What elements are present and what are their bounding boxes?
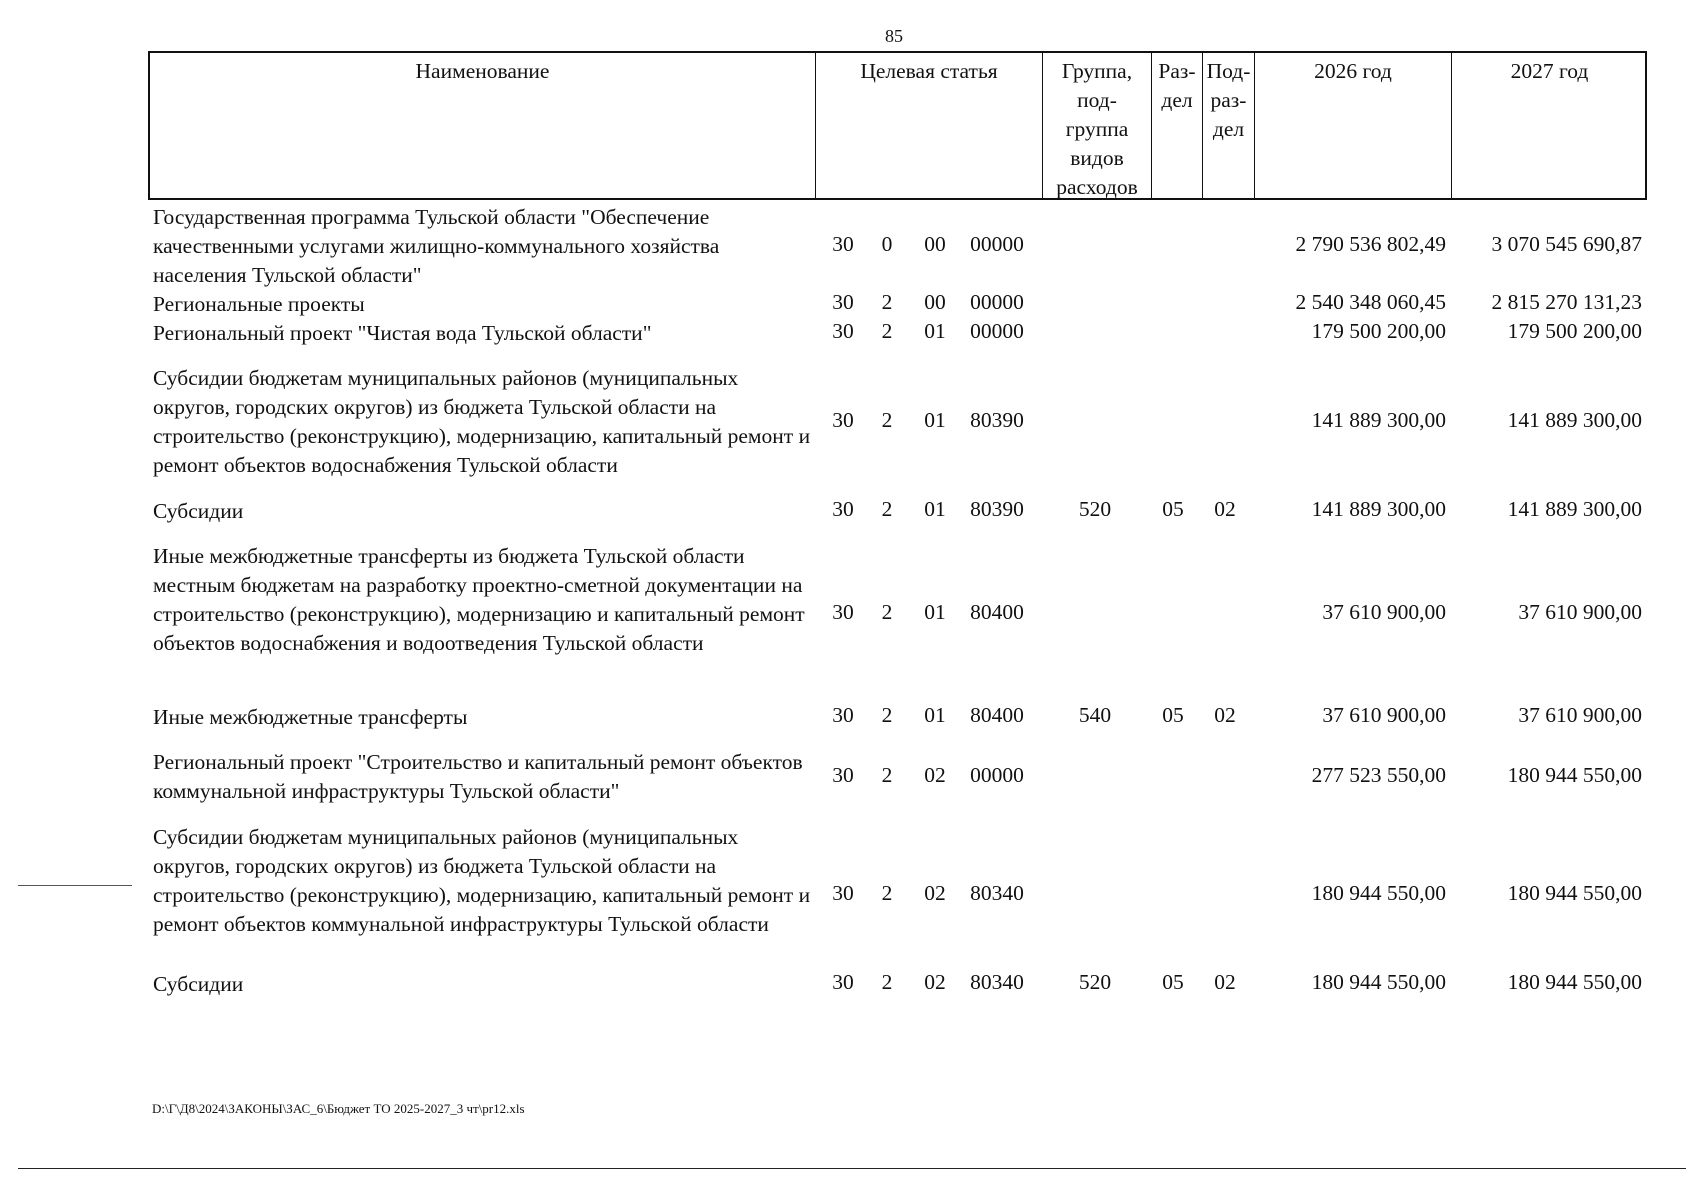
code-direction: 80400 [970, 600, 1024, 624]
table-header [148, 51, 1647, 200]
code-program: 30 [832, 970, 854, 994]
amount-2027: 37 610 900,00 [1518, 600, 1642, 624]
header-target-article: Целевая статья [860, 59, 998, 83]
code-program: 30 [832, 600, 854, 624]
row-name: Субсидии [153, 499, 244, 523]
bottom-rule [18, 1168, 1686, 1169]
amount-2026: 37 610 900,00 [1322, 703, 1446, 727]
code-program: 30 [832, 319, 854, 343]
amount-2026: 179 500 200,00 [1311, 319, 1446, 343]
code-main-event: 01 [924, 408, 946, 432]
amount-2026: 2 540 348 060,45 [1295, 290, 1446, 314]
code-main-event: 02 [924, 763, 946, 787]
code-direction: 80390 [970, 408, 1024, 432]
amount-2027: 37 610 900,00 [1518, 703, 1642, 727]
amount-2027: 179 500 200,00 [1507, 319, 1642, 343]
code-main-event: 01 [924, 600, 946, 624]
amount-2027: 2 815 270 131,23 [1491, 290, 1642, 314]
code-main-event: 02 [924, 970, 946, 994]
row-name: Иные межбюджетные трансферты из бюджета Тульской области местным бюджетам на разработку проектно-сметной документации на строительство (реконструкцию), модернизацию и капитальный ремонт объектов водоснабжения и водоотведения Тульской области [153, 544, 805, 655]
code-type: 2 [881, 290, 893, 314]
code-program: 30 [832, 408, 854, 432]
code-program: 30 [832, 881, 854, 905]
section: 05 [1162, 970, 1184, 994]
code-direction: 00000 [970, 319, 1024, 343]
amount-2026: 141 889 300,00 [1311, 408, 1446, 432]
code-program: 30 [832, 763, 854, 787]
expense-group: 520 [1078, 497, 1112, 521]
header-name: Наименование [415, 59, 550, 83]
code-main-event: 00 [924, 232, 946, 256]
code-direction: 00000 [970, 763, 1024, 787]
code-direction: 80390 [970, 497, 1024, 521]
code-main-event: 01 [924, 319, 946, 343]
code-program: 30 [832, 232, 854, 256]
footer-file-path: D:\Г\Д8\2024\ЗАКОНЫ\ЗАС_6\Бюджет ТО 2025-2027_3 чт\pr12.xls [152, 1101, 525, 1116]
header-group: Группа, под- группа видов расходов [1056, 59, 1138, 199]
code-type: 2 [881, 763, 893, 787]
code-main-event: 01 [924, 703, 946, 727]
page-number: 85 [885, 26, 903, 46]
header-year-2026: 2026 год [1314, 59, 1392, 83]
code-main-event: 01 [924, 497, 946, 521]
code-main-event: 02 [924, 881, 946, 905]
code-type: 2 [881, 970, 893, 994]
code-type: 2 [881, 600, 893, 624]
amount-2026: 277 523 550,00 [1311, 763, 1446, 787]
subsection: 02 [1214, 497, 1236, 521]
row-name: Региональные проекты [153, 292, 365, 316]
amount-2026: 180 944 550,00 [1311, 970, 1446, 994]
amount-2026: 37 610 900,00 [1322, 600, 1446, 624]
subsection: 02 [1214, 970, 1236, 994]
code-direction: 80400 [970, 703, 1024, 727]
header-year-2027: 2027 год [1510, 59, 1589, 83]
code-main-event: 00 [924, 290, 946, 314]
code-type: 2 [881, 319, 893, 343]
amount-2027: 141 889 300,00 [1507, 408, 1642, 432]
expense-group: 540 [1078, 703, 1112, 727]
amount-2026: 180 944 550,00 [1311, 881, 1446, 905]
amount-2027: 180 944 550,00 [1507, 763, 1642, 787]
code-type: 2 [881, 497, 893, 521]
amount-2026: 2 790 536 802,49 [1295, 232, 1446, 256]
expense-group: 520 [1078, 970, 1112, 994]
row-name: Субсидии бюджетам муниципальных районов (муниципальных округов, городских округов) из бюджета Тульской области на строительство (реконструкцию), модернизацию, капитальный ремонт и ремонт объектов водоснабжения Тульской области [153, 366, 811, 477]
code-type: 2 [881, 703, 893, 727]
row-name: Региональный проект "Строительство и капитальный ремонт объектов коммунальной инфраструктуры Тульской области" [153, 750, 803, 803]
code-direction: 00000 [970, 232, 1024, 256]
code-direction: 80340 [970, 970, 1024, 994]
section: 05 [1162, 497, 1184, 521]
row-name: Субсидии бюджетам муниципальных районов (муниципальных округов, городских округов) из бюджета Тульской области на строительство (реконструкцию), модернизацию, капитальный ремонт и ремонт объектов коммунальной инфраструктуры Тульской области [153, 825, 811, 936]
code-program: 30 [832, 290, 854, 314]
code-direction: 80340 [970, 881, 1024, 905]
code-program: 30 [832, 703, 854, 727]
row-name: Государственная программа Тульской области "Обеспечение качественными услугами жилищно-коммунального хозяйства населения Тульской области" [153, 205, 720, 287]
code-type: 2 [881, 408, 893, 432]
scan-mark [18, 885, 132, 886]
row-name: Иные межбюджетные трансферты [153, 705, 468, 729]
amount-2027: 180 944 550,00 [1507, 970, 1642, 994]
header-section: Раз- дел [1158, 59, 1196, 112]
code-direction: 00000 [970, 290, 1024, 314]
amount-2027: 3 070 545 690,87 [1491, 232, 1642, 256]
row-name: Региональный проект "Чистая вода Тульской области" [153, 321, 652, 345]
amount-2026: 141 889 300,00 [1311, 497, 1446, 521]
section: 05 [1162, 703, 1184, 727]
code-type: 0 [881, 232, 893, 256]
row-name: Субсидии [153, 972, 244, 996]
header-subsection: Под- раз- дел [1206, 59, 1251, 141]
amount-2027: 180 944 550,00 [1507, 881, 1642, 905]
subsection: 02 [1214, 703, 1236, 727]
code-type: 2 [881, 881, 893, 905]
amount-2027: 141 889 300,00 [1507, 497, 1642, 521]
code-program: 30 [832, 497, 854, 521]
